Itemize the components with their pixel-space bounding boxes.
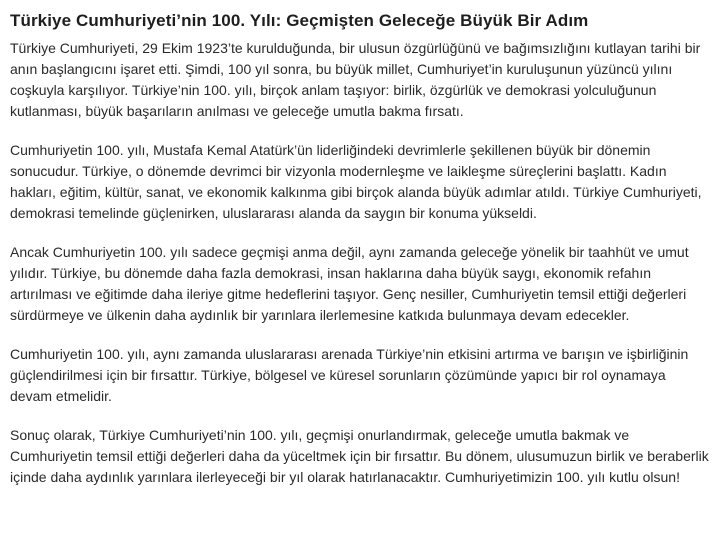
article-paragraph-5: Sonuç olarak, Türkiye Cumhuriyeti’nin 100. yılı, geçmişi onurlandırmak, geleceğe umutla bakmak ve Cumhuriyetin temsil ettiği değerleri daha da yüceltmek için bir fırsattır. Bu dönem, ulusumuzun birlik ve beraberlik içinde daha aydınlık yarınlara ilerleyeceği bir yıl olarak hatırlanacaktır. Cumhuriyetimizin 100. yılı kutlu olsun!	[10, 427, 709, 485]
article-paragraph-3: Ancak Cumhuriyetin 100. yılı sadece geçmişi anma değil, aynı zamanda geleceğe yönelik bir taahhüt ve umut yılıdır. Türkiye, bu dönemde daha fazla demokrasi, insan haklarına daha büyük saygı, ekonomik refahın artırılması ve eğitimde daha ileriye gitme hedeflerini taşıyor. Genç nesiller, Cumhuriyetin temsil ettiği değerleri sürdürmeye ve ülkenin daha aydınlık bir yarınlara ilerlemesine katkıda bulunmaya devam edecekler.	[10, 244, 689, 323]
article-title: Türkiye Cumhuriyeti’nin 100. Yılı: Geçmişten Geleceğe Büyük Bir Adım	[10, 11, 589, 30]
article-paragraph-4: Cumhuriyetin 100. yılı, aynı zamanda uluslararası arenada Türkiye’nin etkisini artırma ve barışın ve işbirliğinin güçlendirilmesi için bir fırsattır. Türkiye, bölgesel ve küresel sorunların çözümünde yapıcı bir rol oynamaya devam etmelidir.	[10, 346, 689, 404]
article-paragraph-1: Türkiye Cumhuriyeti, 29 Ekim 1923’te kurulduğunda, bir ulusun özgürlüğünü ve bağımsızlığını kutlayan tarihi bir anın başlangıcını işaret etti. Şimdi, 100 yıl sonra, bu büyük millet, Cumhuriyet’in kuruluşunun yüzüncü yılını coşkuyla karşılıyor. Türkiye’nin 100. yılı, birçok anlam taşıyor: birlik, özgürlük ve demokrasi yolculuğunun kutlanması, büyük başarıların anılması ve geleceğe umutla bakma fırsatı.	[10, 40, 701, 119]
article-paragraph-2: Cumhuriyetin 100. yılı, Mustafa Kemal Atatürk’ün liderliğindeki devrimlerle şekillenen büyük bir dönemin sonucudur. Türkiye, o dönemde devrimci bir vizyonla modernleşme ve laikleşme süreçlerini başlattı. Kadın hakları, eğitim, kültür, sanat, ve ekonomik kalkınma gibi birçok alanda büyük adımlar atıldı. Türkiye Cumhuriyeti, demokrasi temelinde güçlenirken, uluslararası alanda da saygın bir konuma yükseldi.	[10, 142, 702, 221]
